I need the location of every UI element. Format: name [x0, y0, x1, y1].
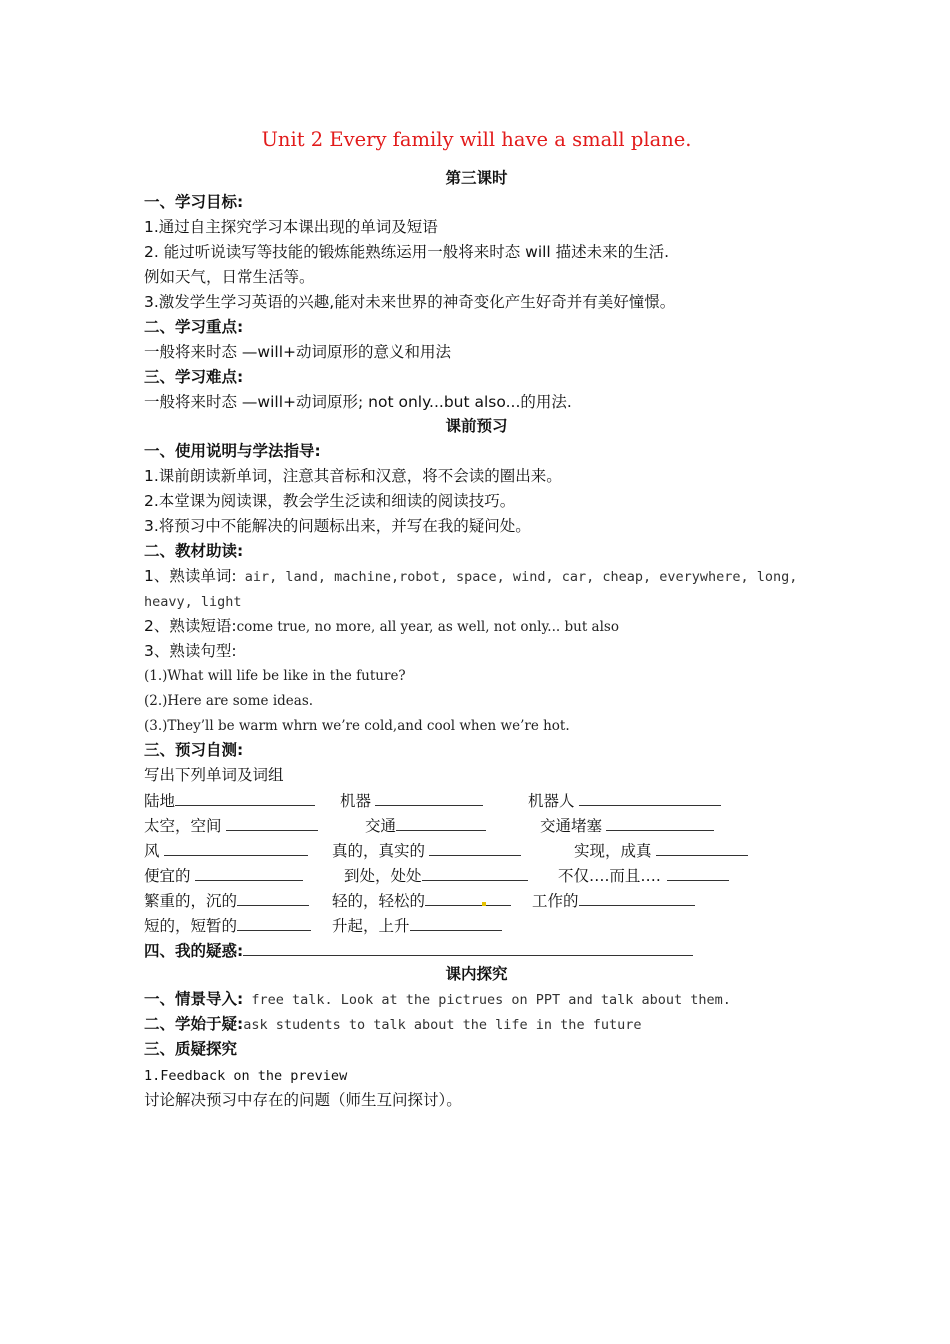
fill-item: 机器人: [528, 790, 721, 811]
fill-item: 太空，空间: [144, 815, 318, 836]
situation-text: free talk. Look at the pictrues on PPT and talk about them.: [243, 992, 731, 1008]
objective-item: 例如天气，日常生活等。: [144, 268, 315, 286]
fill-item: 实现，成真: [574, 840, 748, 861]
fill-item: 陆地: [144, 790, 315, 811]
situation-heading: 一、情景导入:: [144, 990, 244, 1008]
fill-item: 便宜的: [144, 865, 303, 886]
answer-blank[interactable]: [410, 915, 502, 931]
objective-item: 2. 能过听说读写等技能的锻炼能熟练运用一般将来时态 will 描述未来的生活.: [144, 243, 670, 261]
guide-item: 3.将预习中不能解决的问题标出来，并写在我的疑问处。: [144, 517, 531, 535]
fill-item: 交通堵塞: [540, 815, 714, 836]
unit-title: Unit 2 Every family will have a small plane.: [261, 128, 692, 151]
answer-blank[interactable]: [606, 815, 714, 831]
explore-section-title: 课内探究: [445, 965, 508, 983]
fill-item: 交通: [365, 815, 486, 836]
doubt-heading: 二、学始于疑:: [144, 1015, 244, 1033]
words-line: [144, 566, 797, 587]
guide-heading: 一、使用说明与学法指导:: [144, 442, 321, 460]
phrases-label: 2、熟读短语:: [144, 617, 237, 635]
guide-item: 1.课前朗读新单词，注意其音标和汉意，将不会读的圈出来。: [144, 467, 562, 485]
fill-item: 繁重的，沉的: [144, 890, 309, 911]
fill-item: 升起，上升: [332, 915, 502, 936]
answer-blank[interactable]: [579, 790, 721, 806]
answer-blank[interactable]: [656, 840, 748, 856]
answer-blank[interactable]: [195, 865, 303, 881]
sentence-item: (2.)Here are some ideas.: [144, 693, 314, 709]
inquiry-heading: 三、质疑探究: [144, 1040, 238, 1058]
answer-blank[interactable]: [164, 840, 308, 856]
doubt-text: ask students to talk about the life in the future: [243, 1017, 642, 1033]
fill-item: 机器: [340, 790, 483, 811]
answer-blank[interactable]: [429, 840, 521, 856]
stray-mark: [482, 902, 486, 906]
feedback-item: 1.Feedback on the preview: [144, 1068, 348, 1084]
fill-item: 到处，处处: [344, 865, 528, 886]
fill-item: 真的，真实的: [332, 840, 521, 861]
question-line: 四、我的疑惑:: [144, 940, 693, 961]
sentence-item: (1.)What will life be like in the future?: [144, 668, 406, 684]
discussion-text: 讨论解决预习中存在的问题（师生互问探讨）。: [144, 1091, 462, 1109]
answer-blank[interactable]: [667, 865, 729, 881]
situation-line: [144, 989, 731, 1010]
question-blank[interactable]: [243, 940, 693, 956]
fill-item: 轻的，轻松的: [332, 890, 511, 911]
reading-heading: 二、教材助读:: [144, 542, 244, 560]
objective-item: 3.激发学生学习英语的兴趣,能对未来世界的神奇变化产生好奇并有美好憧憬。: [144, 293, 676, 311]
answer-blank[interactable]: [396, 815, 486, 831]
lesson-label: 第三课时: [445, 169, 508, 187]
test-instruction: 写出下列单词及词组: [144, 766, 284, 784]
preview-section-title: 课前预习: [445, 417, 508, 435]
guide-item: 2.本堂课为阅读课，教会学生泛读和细读的阅读技巧。: [144, 492, 516, 510]
answer-blank[interactable]: [422, 865, 528, 881]
answer-blank[interactable]: [226, 815, 318, 831]
fill-item: 风: [144, 840, 308, 861]
answer-blank[interactable]: [175, 790, 315, 806]
key-points-text: 一般将来时态 —will+动词原形的意义和用法: [144, 343, 452, 361]
words-label: 1、熟读单词:: [144, 567, 237, 585]
doubt-line: [144, 1014, 641, 1035]
objective-item: 1.通过自主探究学习本课出现的单词及短语: [144, 218, 438, 236]
difficulties-text: 一般将来时态 —will+动词原形; not only...but also...的用法.: [144, 393, 572, 411]
answer-blank[interactable]: [237, 890, 309, 906]
answer-blank[interactable]: [425, 890, 511, 906]
fill-item: 工作的: [532, 890, 695, 911]
key-points-heading: 二、学习重点:: [144, 318, 244, 336]
answer-blank[interactable]: [579, 890, 695, 906]
answer-blank[interactable]: [237, 915, 311, 931]
fill-item: 短的，短暂的: [144, 915, 311, 936]
fill-item: 不仅….而且….: [558, 865, 729, 886]
difficulties-heading: 三、学习难点:: [144, 368, 244, 386]
words-list-cont: heavy, light: [144, 594, 242, 610]
sentences-label: 3、熟读句型:: [144, 642, 237, 660]
sentence-item: (3.)They’ll be warm whrn we’re cold,and cool when we’re hot.: [144, 718, 570, 734]
phrases-list: come true, no more, all year, as well, not only... but also: [236, 619, 619, 635]
words-list: air, land, machine,robot, space, wind, car, cheap, everywhere, long,: [236, 569, 798, 585]
test-heading: 三、预习自测:: [144, 741, 244, 759]
objectives-heading: 一、学习目标:: [144, 193, 244, 211]
answer-blank[interactable]: [375, 790, 483, 806]
phrases-line: [144, 616, 619, 637]
